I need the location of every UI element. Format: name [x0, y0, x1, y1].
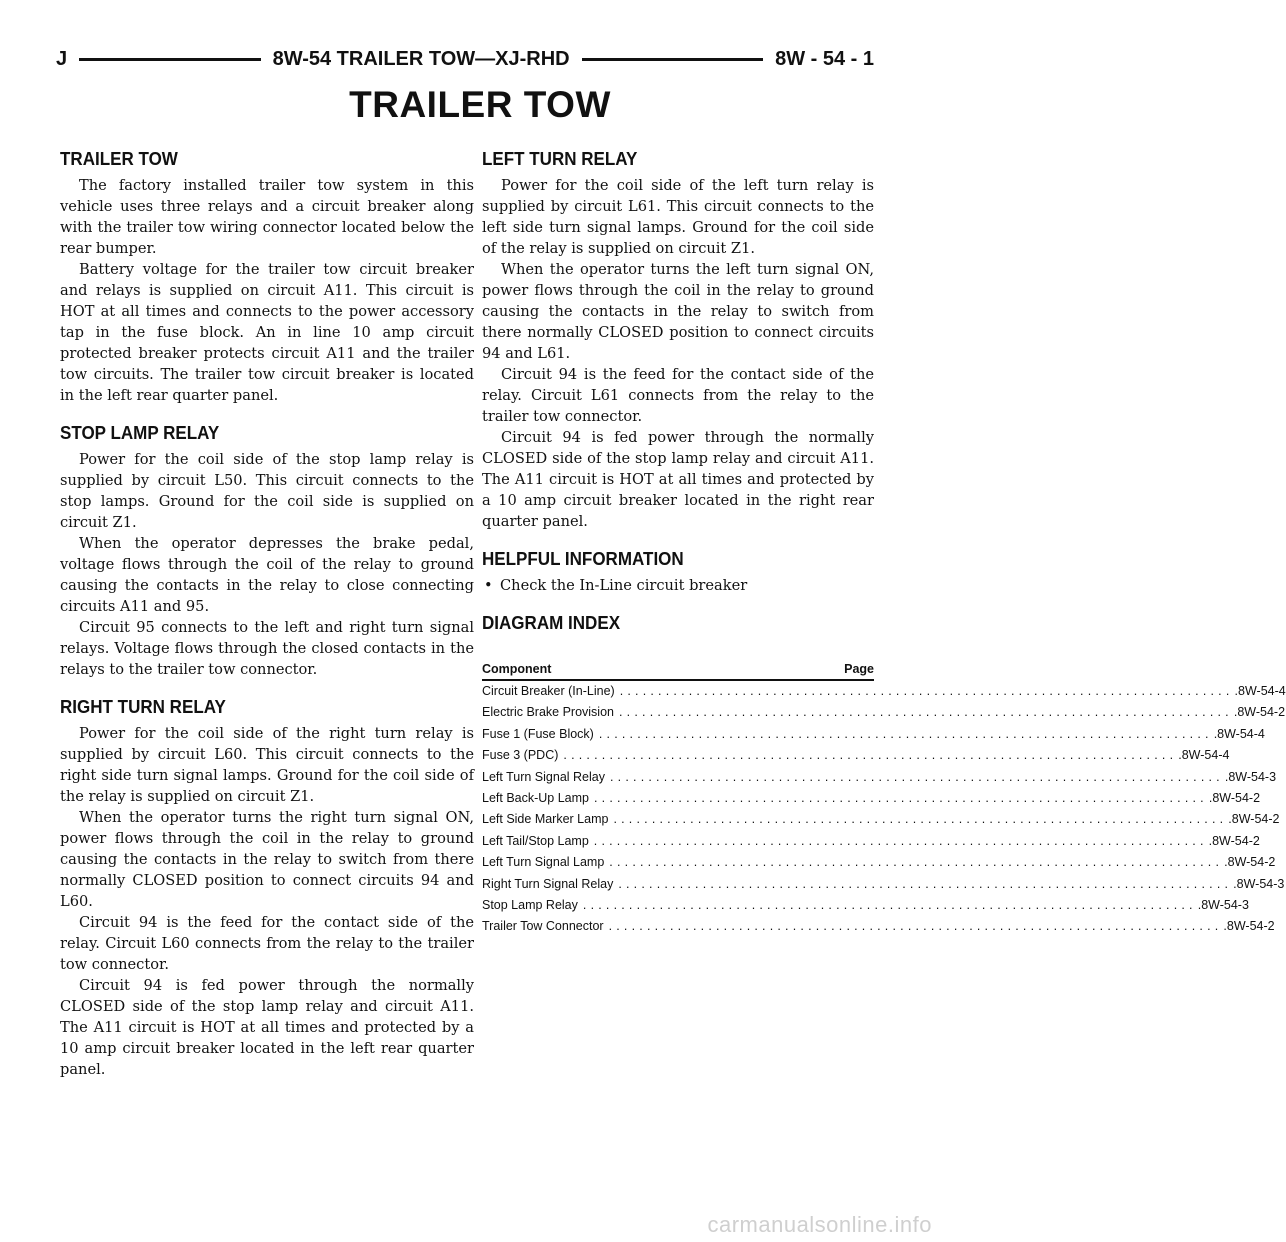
- section-heading: HELPFUL INFORMATION: [482, 548, 684, 569]
- paragraph: Power for the coil side of the right turn relay is supplied by circuit L60. This circuit connects to the right side turn signal lamps. Ground for the coil side of the relay is supplied on circuit Z1.: [60, 725, 474, 805]
- dot-leader: ................................................................................: [613, 812, 1228, 827]
- paragraph: The factory installed trailer tow system in this vehicle uses three relays and a circuit breaker along with the trailer tow wiring connector located below the rear bumper.: [60, 177, 474, 257]
- paragraph: Circuit 94 is fed power through the normally CLOSED side of the stop lamp relay and circuit A11. The A11 circuit is HOT at all times and protected by a 10 amp circuit breaker located in the left rear quarter panel.: [60, 977, 474, 1078]
- index-page-ref: .8W-54-2: [1208, 833, 1260, 848]
- paragraph: Circuit 94 is the feed for the contact side of the relay. Circuit L60 connects from the relay to the trailer tow connector.: [60, 914, 474, 973]
- dot-leader: ................................................................................: [619, 684, 1234, 698]
- dot-leader: ................................................................................: [598, 726, 1213, 741]
- section-right-turn-relay: [60, 696, 474, 1080]
- index-row: [482, 788, 1261, 809]
- left-column: [60, 148, 474, 1096]
- index-page-ref: .8W-54-2: [1224, 855, 1276, 870]
- index-page-ref: .8W-54-3: [1233, 876, 1285, 891]
- dot-leader: ................................................................................: [609, 855, 1224, 870]
- index-row: [482, 852, 1276, 873]
- index-component-name: Left Turn Signal Relay: [482, 769, 605, 784]
- dot-leader: ................................................................................: [563, 748, 1178, 763]
- index-component-name: Electric Brake Provision: [482, 705, 614, 720]
- dot-leader: ................................................................................: [594, 791, 1208, 806]
- bullet-text: Check the In-Line circuit breaker: [500, 577, 748, 594]
- page-title: TRAILER TOW: [349, 84, 611, 125]
- dot-leader: ................................................................................: [593, 833, 1208, 848]
- dot-leader: ................................................................................: [610, 769, 1224, 784]
- index-row: [482, 767, 1277, 788]
- index-row: [482, 702, 1286, 723]
- section-stop-lamp-relay: [60, 422, 474, 680]
- section-helpful-information: [482, 548, 874, 596]
- header-title: 8W-54 TRAILER TOW—XJ-RHD: [272, 47, 570, 70]
- index-row: [482, 831, 1260, 852]
- index-component-name: Stop Lamp Relay: [482, 898, 578, 913]
- bullet-icon: •: [484, 577, 493, 594]
- section-heading: RIGHT TURN RELAY: [60, 696, 226, 717]
- index-page-ref: .8W-54-4: [1213, 726, 1265, 741]
- section-trailer-tow: [60, 148, 474, 406]
- dot-leader: ................................................................................: [618, 876, 1233, 891]
- header-section-letter: J: [56, 47, 68, 70]
- paragraph: Power for the coil side of the stop lamp relay is supplied by circuit L50. This circuit connects to the stop lamps. Ground for the coil side is supplied on circuit Z1.: [60, 451, 474, 531]
- dot-leader: ................................................................................: [582, 898, 1197, 913]
- column-header-component: Component: [482, 662, 552, 676]
- paragraph: When the operator depresses the brake pedal, voltage flows through the coil of the relay to ground causing the contacts in the relay to close connecting circuits A11 and 95.: [60, 535, 474, 615]
- dot-leader: ................................................................................: [619, 705, 1233, 720]
- index-component-name: Fuse 1 (Fuse Block): [482, 726, 594, 741]
- section-left-turn-relay: [482, 148, 874, 532]
- paragraph: When the operator turns the left turn signal ON, power flows through the coil in the relay to ground causing the contacts in the relay to switch from there normally CLOSED position to connect circuits 94 and L61.: [482, 261, 874, 362]
- header-rule-right: [582, 58, 763, 61]
- paragraph: When the operator turns the right turn signal ON, power flows through the coil in the relay to ground causing the contacts in the relay to switch from there normally CLOSED position to connect circuits 94 and L60.: [60, 809, 474, 910]
- bullet-item: [484, 575, 874, 596]
- dot-leader: ................................................................................: [608, 919, 1223, 934]
- index-page-ref: .8W-54-2: [1223, 919, 1275, 934]
- section-heading: STOP LAMP RELAY: [60, 422, 220, 443]
- index-component-name: Fuse 3 (PDC): [482, 748, 559, 763]
- column-header-page: Page: [844, 662, 874, 676]
- right-column: [482, 148, 1286, 954]
- index-component-name: Left Tail/Stop Lamp: [482, 833, 589, 848]
- paragraph: Circuit 94 is the feed for the contact side of the relay. Circuit L61 connects from the relay to the trailer tow connector.: [482, 366, 874, 425]
- paragraph: Circuit 94 is fed power through the normally CLOSED side of the stop lamp relay and circuit A11. The A11 circuit is HOT at all times and protected by a 10 amp circuit breaker located in the right rear quarter panel.: [482, 429, 874, 530]
- index-page-ref: .8W-54-2: [1208, 791, 1261, 806]
- page-header: [56, 44, 874, 74]
- index-row: [482, 809, 1280, 830]
- index-page-ref: .8W-54-3: [1197, 898, 1249, 913]
- index-page-ref: .8W-54-2: [1228, 812, 1280, 827]
- index-table-body: [482, 681, 1286, 938]
- section-diagram-index: [482, 612, 1286, 938]
- index-row: [482, 724, 1265, 745]
- section-heading: DIAGRAM INDEX: [482, 612, 621, 633]
- index-component-name: Left Back-Up Lamp: [482, 791, 589, 806]
- index-row: [482, 874, 1285, 895]
- index-component-name: Left Turn Signal Lamp: [482, 855, 605, 870]
- index-table-header: [482, 662, 874, 681]
- index-component-name: Left Side Marker Lamp: [482, 812, 609, 827]
- paragraph: Battery voltage for the trailer tow circuit breaker and relays is supplied on circuit A11. This circuit is HOT at all times and connects to the power accessory tap in the fuse block. An in line 10 amp circuit protected breaker protects circuit A11 and the trailer tow circuits. The trailer tow circuit breaker is located in the left rear quarter panel.: [60, 261, 474, 404]
- index-component-name: Right Turn Signal Relay: [482, 876, 614, 891]
- watermark: carmanualsonline.info: [707, 1212, 932, 1237]
- index-row: [482, 916, 1275, 937]
- index-page-ref: .8W-54-2: [1233, 705, 1286, 720]
- index-component-name: Circuit Breaker (In-Line): [482, 684, 615, 698]
- section-heading: TRAILER TOW: [60, 148, 178, 169]
- index-page-ref: .8W-54-3: [1224, 769, 1277, 784]
- index-component-name: Trailer Tow Connector: [482, 919, 604, 934]
- index-row: [482, 681, 1286, 702]
- index-page-ref: .8W-54-4: [1178, 748, 1230, 763]
- header-page-number: 8W - 54 - 1: [775, 47, 875, 70]
- index-page-ref: .8W-54-4: [1234, 684, 1286, 698]
- section-heading: LEFT TURN RELAY: [482, 148, 638, 169]
- index-row: [482, 745, 1230, 766]
- header-rule-left: [79, 58, 260, 61]
- paragraph: Circuit 95 connects to the left and right turn signal relays. Voltage flows through the closed contacts in the relays to the trailer tow connector.: [60, 619, 474, 678]
- paragraph: Power for the coil side of the left turn relay is supplied by circuit L61. This circuit connects to the left side turn signal lamps. Ground for the coil side of the relay is supplied on circuit Z1.: [482, 177, 874, 257]
- index-row: [482, 895, 1249, 916]
